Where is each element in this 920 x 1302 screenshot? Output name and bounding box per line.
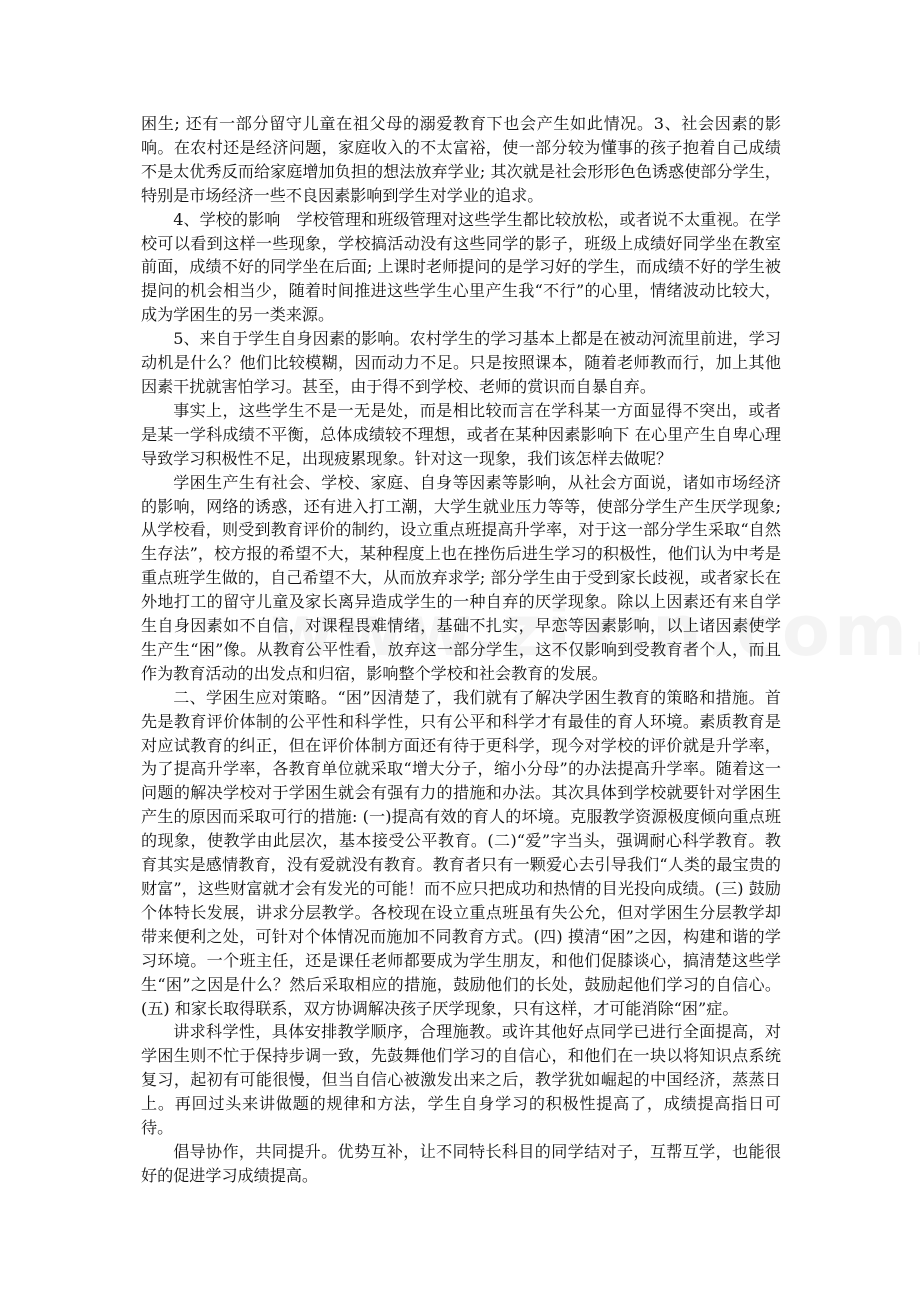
paragraph-7: 讲求科学性，具体安排教学顺序，合理施教。或许其他好点同学已进行全面提高，对学困生则不忙于保持步调一致，先鼓舞他们学习的自信心，和他们在一块以将知识点系统复习，起初有可能很慢，但当自信心被激发出来之后，教学犹如崛起的中国经济，蒸蒸日上。再回过头来讲做题的规律和方法，学生自身学习的积极性提高了，成绩提高指日可待。 xyxy=(141,1022,781,1138)
paragraph-2: 4、学校的影响 学校管理和班级管理对这些学生都比较放松，或者说不太重视。在学校可以看到这样一些现象，学校搞活动没有这些同学的影子，班级上成绩好同学坐在教室前面，成绩不好的同学坐在后面; 上课时老师提问的是学习好的学生，而成绩不好的学生被提问的机会相当少，随着时间推进这些学生心里产生我“不行”的心里，情绪波动比较大，成为学困生的另一类来源。 xyxy=(141,209,781,325)
document-body xyxy=(141,112,781,1188)
paragraph-4: 事实上，这些学生不是一无是处，而是相比较而言在学科某一方面显得不突出，或者是某一学科成绩不平衡，总体成绩较不理想，或者在某种因素影响下 在心里产生自卑心理导致学习积极性不足，出现疲累现象。针对这一现象，我们该怎样去做呢？ xyxy=(141,400,781,468)
paragraph-6: 二、学困生应对策略。“困”因清楚了，我们就有了解决学困生教育的策略和措施。首先是教育评价体制的公平性和科学性，只有公平和科学才有最佳的育人环境。素质教育是对应试教育的纠正，但在评价体制方面还有待于更科学，现今对学校的评价就是升学率，为了提高升学率，各教育单位就采取“增大分子，缩小分母”的办法提高升学率。随着这一问题的解决学校对于学困生就会有强有力的措施和办法。其次具体到学校就要针对学困生产生的原因而采取可行的措施: (一)提高有效的育人的坏境。克服教学资源极度倾向重点班的现象，使教学由此层次，基本接受公平教育。(二)“爱”字当头，强调耐心科学教育。教育其实是感情教育，没有爱就没有教育。教育者只有一颗爱心去引导我们“人类的最宝贵的财富”，这些财富就才会有发光的可能！而不应只把成功和热情的目光投向成绩。(三) 鼓励个体特长发展，讲求分层教学。各校现在设立重点班虽有失公允，但对学困生分层教学却带来便利之处，可针对个体情况而施加不同教育方式。(四) 摸清“困”之因，构建和谐的学习环境。一个班主任，还是课任老师都要成为学生朋友，和他们促膝谈心，搞清楚这些学生“困”之因是什么？然后采取相应的措施，鼓励他们的长处，鼓励起他们学习的自信心。(五) 和家长取得联系，双方协调解决孩子厌学现象，只有这样，才可能消除“困”症。 xyxy=(141,687,781,1018)
paragraph-5: 学困生产生有社会、学校、家庭、自身等因素等影响，从社会方面说，诸如市场经济的影响，网络的诱惑，还有进入打工潮，大学生就业压力等等，使部分学生产生厌学现象; 从学校看，则受到教育评价的制约，设立重点班提高升学率，对于这一部分学生采取“自然生存法”，校方报的希望不大，某种程度上也在挫伤后进生学习的积极性，他们认为中考是重点班学生做的，自己希望不大，从而放弃求学; 部分学生由于受到家长歧视，或者家长在外地打工的留守儿童及家长离异造成学生的一种自弃的厌学现象。除以上因素还有来自学生自身因素如不自信，对课程畏难情绪，基础不扎实，早恋等因素影响，以上诸因素使学生产生“困”像。从教育公平性看，放弃这一部分学生，这不仅影响到受教育者个人，而且作为教育活动的出发点和归宿，影响整个学校和社会教育的发展。 xyxy=(141,472,781,683)
paragraph-1: 困生; 还有一部分留守儿童在祖父母的溺爱教育下也会产生如此情况。3、社会因素的影响。在农村还是经济问题，家庭收入的不太富裕，使一部分较为懂事的孩子抱着自己成绩不是太优秀反而给家庭增加负担的想法放弃学业; 其次就是社会形形色色诱惑使部分学生，特别是市场经济一些不良因素影响到学生对学业的追求。 xyxy=(141,114,781,205)
paragraph-8: 倡导协作，共同提升。优势互补，让不同特长科目的同学结对子，互帮互学，也能很好的促进学习成绩提高。 xyxy=(141,1141,781,1185)
paragraph-3: 5、来自于学生自身因素的影响。农村学生的学习基本上都是在被动河流里前进，学习动机是什么？他们比较模糊，因而动力不足。只是按照课本，随着老师教而行，加上其他因素干扰就害怕学习。甚至，由于得不到学校、老师的赏识而自暴自弃。 xyxy=(141,329,781,396)
